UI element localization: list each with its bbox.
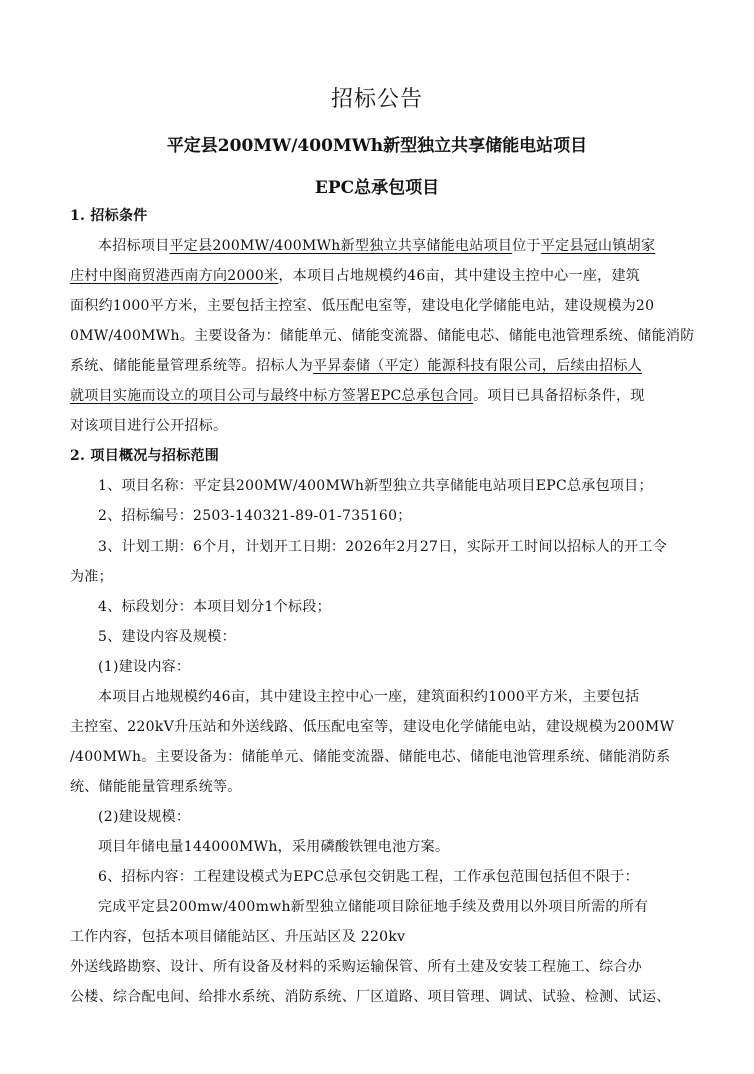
text-segment: 对该项目进行公开招标。 xyxy=(70,418,228,434)
text-segment: 公楼、综合配电间、给排水系统、消防系统、厂区道路、项目管理、调试、试验、检测、试运、 xyxy=(70,989,671,1005)
text-segment: 本项目占地规模约46亩，其中建设主控中心一座，建筑面积约1000平方米，主要包括 xyxy=(98,689,640,705)
text-segment: 。项目已具备招标条件，现 xyxy=(473,388,645,404)
paragraph-line xyxy=(70,567,113,587)
paragraph-line xyxy=(98,236,655,256)
text-segment: 1、项目名称：平定县200MW/400MWh新型独立共享储能电站项目EPC总承包项目； xyxy=(98,478,653,494)
text-segment: 统、储能能量管理系统等。 xyxy=(70,779,242,795)
text-segment: 项目年储电量144000MWh，采用磷酸铁锂电池方案。 xyxy=(98,839,450,855)
paragraph-line xyxy=(70,777,242,797)
paragraph-line xyxy=(70,326,695,346)
text-segment: 4、标段划分：本项目划分1个标段； xyxy=(98,599,331,615)
paragraph-line xyxy=(98,506,412,526)
paragraph-line xyxy=(70,416,227,436)
text-segment: 本招标项目 xyxy=(98,238,170,254)
text-segment: 为准； xyxy=(70,569,113,585)
paragraph-line xyxy=(98,687,639,707)
underlined-text: 就项目实施而设立的项目公司与最终中标方签署EPC总承包合同 xyxy=(70,388,474,404)
paragraph-line xyxy=(70,296,654,316)
text-segment: 主控室、220kV升压站和外送线路、低压配电室等，建设电化学储能电站，建设规模为200MW xyxy=(70,719,675,735)
text-segment: 6、招标内容：工程建设模式为EPC总承包交钥匙工程，工作承包范围包括但不限于： xyxy=(98,869,639,885)
paragraph-line xyxy=(70,266,640,286)
paragraph-line xyxy=(70,717,674,737)
project-subtitle: EPC总承包项目 xyxy=(314,178,440,198)
text-segment: (1)建设内容： xyxy=(98,659,191,675)
paragraph-line xyxy=(70,356,642,376)
text-segment: 工作内容，包括本项目储能站区、升压站区及 220kv xyxy=(70,929,406,945)
text-segment: 面积约1000平方米，主要包括主控室、低压配电室等，建设电化学储能电站，建设规模为20 xyxy=(70,298,655,314)
paragraph-line xyxy=(98,807,190,827)
text-segment: 系统、储能能量管理系统等。招标人为 xyxy=(70,358,314,374)
paragraph-line xyxy=(70,957,642,977)
paragraph-line xyxy=(98,897,648,917)
project-title: 平定县200MW/400MWh新型独立共享储能电站项目 xyxy=(166,136,588,156)
text-segment: 2、招标编号：2503-140321-89-01-735160； xyxy=(98,508,412,524)
section-heading xyxy=(70,206,148,226)
underlined-text: 庄村中图商贸港西南方向2000米 xyxy=(70,268,279,284)
text-segment: 1. 招标条件 xyxy=(70,208,148,224)
text-segment: 0MW/400MWh。主要设备为：储能单元、储能变流器、储能电芯、储能电池管理系统、储能消防 xyxy=(70,328,695,344)
underlined-text: 平定县冠山镇胡家 xyxy=(540,238,656,254)
paragraph-line xyxy=(98,837,449,857)
text-segment: (2)建设规模： xyxy=(98,809,191,825)
paragraph-line xyxy=(70,927,405,947)
text-segment: 5、建设内容及规模： xyxy=(98,629,236,645)
paragraph-line xyxy=(98,476,653,496)
page-title: 招标公告 xyxy=(330,87,423,112)
underlined-text: 平昇泰储（平定）能源科技有限公司，后续由招标人 xyxy=(313,358,643,374)
text-segment: 位于 xyxy=(512,238,541,254)
paragraph-line xyxy=(70,747,670,767)
paragraph-line xyxy=(70,987,671,1007)
paragraph-line xyxy=(98,867,639,887)
text-segment: 完成平定县200mw/400mwh新型独立储能项目除征地手续及费用以外项目所需的所有 xyxy=(98,899,649,915)
paragraph-line xyxy=(98,597,331,617)
text-segment: /400MWh。主要设备为：储能单元、储能变流器、储能电芯、储能电池管理系统、储能消防系 xyxy=(70,749,671,765)
text-segment: 2. 项目概况与招标范围 xyxy=(70,448,220,464)
text-segment: 3、计划工期：6个月，计划开工日期：2026年2月27日，实际开工时间以招标人的开工令 xyxy=(98,539,668,555)
text-segment: 外送线路勘察、设计、所有设备及材料的采购运输保管、所有土建及安装工程施工、综合办 xyxy=(70,959,642,975)
section-heading xyxy=(70,446,219,466)
paragraph-line xyxy=(98,627,236,647)
paragraph-line xyxy=(98,537,667,557)
text-segment: ，本项目占地规模约46亩，其中建设主控中心一座，建筑 xyxy=(278,268,641,284)
paragraph-line xyxy=(98,657,190,677)
underlined-text: 平定县200MW/400MWh新型独立共享储能电站项目 xyxy=(169,238,513,254)
paragraph-line xyxy=(70,386,645,406)
